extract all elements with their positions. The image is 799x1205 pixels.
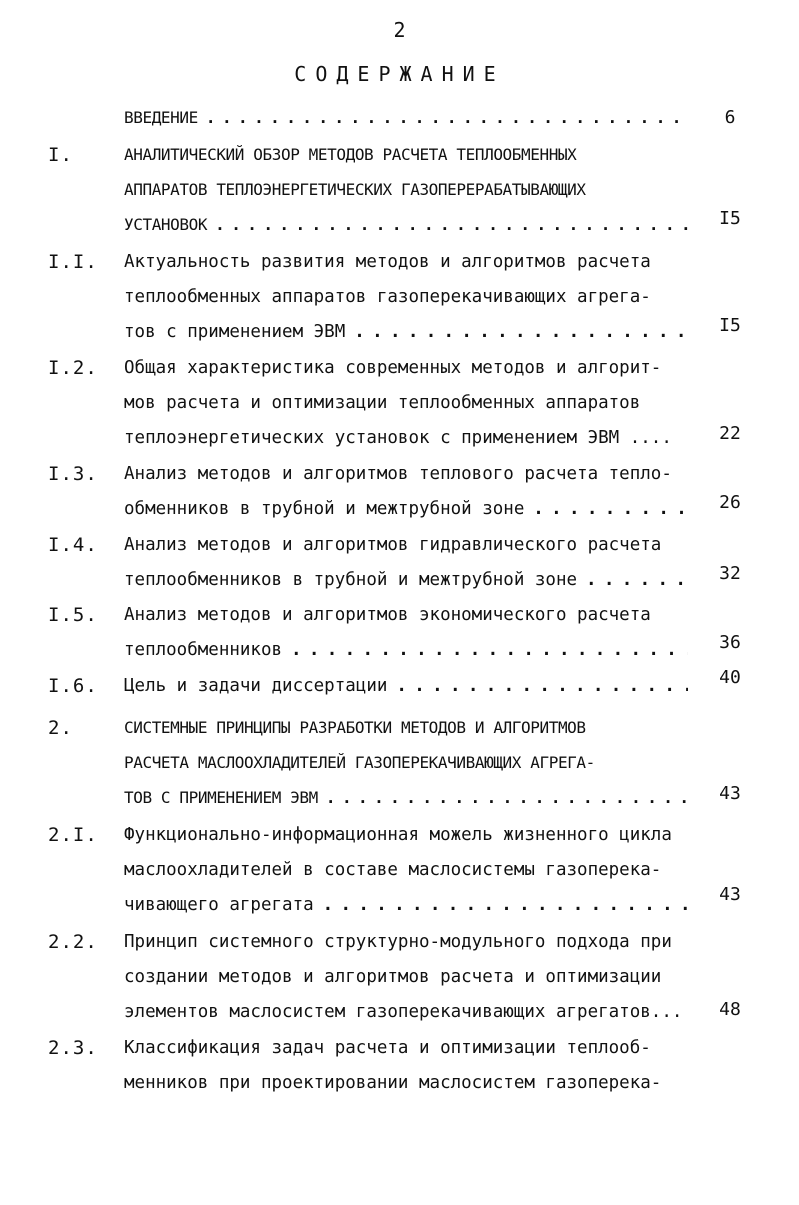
entry-number: 2.3. bbox=[48, 1037, 98, 1059]
entry-line: ВВЕДЕНИЕ . . . bbox=[124, 105, 688, 131]
entry-line: СИСТЕМНЫЕ ПРИНЦИПЫ РАЗРАБОТКИ МЕТОДОВ И АЛГОРИТМОВ bbox=[124, 718, 586, 737]
entry-number: 2. bbox=[48, 717, 73, 739]
entry-line: теплообменников в трубной и межтрубной зоне . . . bbox=[124, 567, 688, 593]
entry-page: 32 bbox=[719, 563, 741, 584]
entry-page: 26 bbox=[719, 492, 741, 513]
entry-page: 22 bbox=[719, 423, 741, 444]
entry-line: Общая характеристика современных методов и алгорит- bbox=[124, 358, 662, 378]
entry-page: 43 bbox=[719, 884, 741, 905]
entry-number: 2.I. bbox=[48, 824, 98, 846]
entry-number: I.5. bbox=[48, 604, 98, 626]
entry-line: теплообменников . . . bbox=[124, 637, 688, 663]
entry-line: Классификация задач расчета и оптимизации теплооб- bbox=[124, 1038, 651, 1058]
entry-number: 2.2. bbox=[48, 931, 98, 953]
entry-line: Цель и задачи диссертации . . . bbox=[124, 673, 688, 699]
entry-page: 48 bbox=[719, 999, 741, 1020]
entry-line: менников при проектировании маслосистем газоперека- bbox=[124, 1073, 662, 1093]
entry-number: I.2. bbox=[48, 357, 98, 379]
entry-page: 43 bbox=[719, 783, 741, 804]
entry-number: I. bbox=[48, 144, 73, 166]
entry-line: тов с применением ЭВМ . . . bbox=[124, 319, 688, 345]
toc-title: СОДЕРЖАНИЕ bbox=[294, 62, 505, 86]
entry-line: Принцип системного структурно-модульного подхода при bbox=[124, 932, 672, 952]
entry-line: АППАРАТОВ ТЕПЛОЭНЕРГЕТИЧЕСКИХ ГАЗОПЕРЕРАБАТЫВАЮЩИХ bbox=[124, 180, 586, 199]
entry-line: УСТАНОВОК . . . bbox=[124, 212, 688, 238]
entry-page: I5 bbox=[719, 315, 741, 336]
entry-number: I.4. bbox=[48, 534, 98, 556]
entry-line: ТОВ С ПРИМЕНЕНИЕМ ЭВМ . . . bbox=[124, 785, 688, 811]
entry-page: 6 bbox=[724, 107, 736, 128]
entry-number: I.6. bbox=[48, 675, 98, 697]
entry-page: I5 bbox=[719, 208, 741, 229]
entry-line: чивающего агрегата . . . bbox=[124, 892, 688, 918]
entry-number: I.3. bbox=[48, 463, 98, 485]
entry-line: АНАЛИТИЧЕСКИЙ ОБЗОР МЕТОДОВ РАСЧЕТА ТЕПЛООБМЕННЫХ bbox=[124, 145, 577, 164]
page-number: 2 bbox=[393, 18, 406, 42]
entry-line: мов расчета и оптимизации теплообменных аппаратов bbox=[124, 393, 641, 413]
entry-line: Функционально-информационная можель жизненного цикла bbox=[124, 825, 672, 845]
entry-line: маслоохладителей в составе маслосистемы газоперека- bbox=[124, 860, 662, 880]
entry-number: I.I. bbox=[48, 251, 98, 273]
entry-line: Анализ методов и алгоритмов экономического расчета bbox=[124, 605, 651, 625]
entry-line: элементов маслосистем газоперекачивающих агрегатов... bbox=[124, 1002, 683, 1022]
entry-line: обменников в трубной и межтрубной зоне . . . bbox=[124, 496, 688, 522]
entry-page: 36 bbox=[719, 632, 741, 653]
entry-line: Анализ методов и алгоритмов гидравлического расчета bbox=[124, 535, 662, 555]
entry-line: теплообменных аппаратов газоперекачивающих агрега- bbox=[124, 287, 651, 307]
entry-line: Анализ методов и алгоритмов теплового расчета тепло- bbox=[124, 464, 672, 484]
entry-line: теплоэнергетических установок с применением ЭВМ .... bbox=[124, 428, 672, 448]
entry-line: Актуальность развития методов и алгоритмов расчета bbox=[124, 252, 651, 272]
entry-page: 40 bbox=[719, 667, 741, 688]
entry-line: РАСЧЕТА МАСЛООХЛАДИТЕЛЕЙ ГАЗОПЕРЕКАЧИВАЮЩИХ АГРЕГА- bbox=[124, 753, 595, 772]
entry-line: создании методов и алгоритмов расчета и оптимизации bbox=[124, 967, 662, 987]
